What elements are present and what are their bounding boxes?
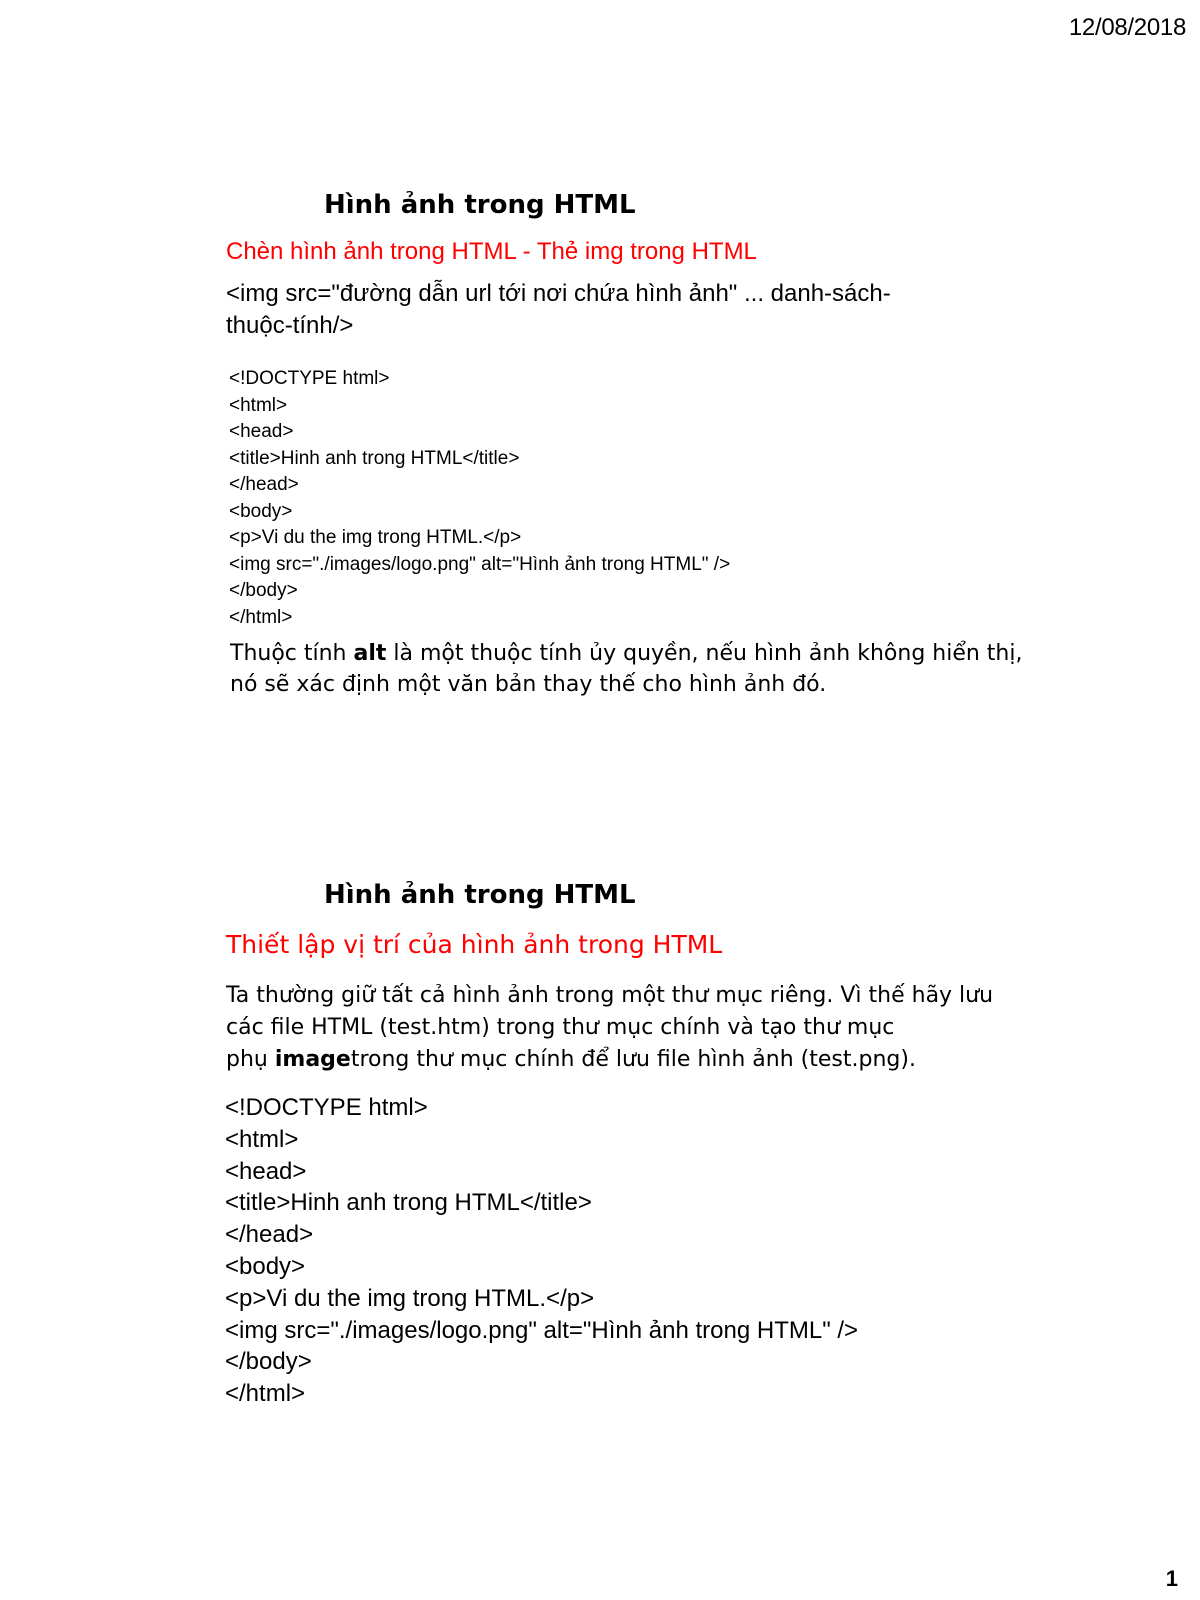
- code-line: <img src="./images/logo.png" alt="Hình ảnh trong HTML" />: [229, 553, 731, 575]
- code-line: </head>: [229, 474, 299, 495]
- page-date: 12/08/2018: [1068, 14, 1186, 41]
- code-line: </html>: [225, 1380, 306, 1408]
- slide-title: Hình ảnh trong HTML: [324, 880, 636, 910]
- syntax-line: <img src="đường dẫn url tới nơi chứa hình ảnh" ... danh-sách-: [226, 280, 891, 307]
- alt-explanation: [230, 638, 1110, 700]
- explain-text: là một thuộc tính ủy quyền, nếu hình ảnh không hiển thị,: [386, 641, 1023, 666]
- desc-text: trong thư mục chính để lưu file hình ảnh (test.png).: [350, 1047, 916, 1072]
- code-line: </head>: [225, 1221, 314, 1249]
- code-line: <html>: [229, 394, 288, 416]
- slide-subtitle: Chèn hình ảnh trong HTML - Thẻ img trong HTML: [226, 238, 757, 265]
- code-line: <body>: [229, 500, 293, 522]
- desc-line: các file HTML (test.htm) trong thư mục chính và tạo thư mục: [226, 1015, 895, 1040]
- code-example: [229, 366, 730, 631]
- code-line: <p>Vi du the img trong HTML.</p>: [225, 1284, 595, 1312]
- explain-text: nó sẽ xác định một văn bản thay thế cho hình ảnh đó.: [230, 672, 827, 697]
- code-line: </body>: [225, 1348, 312, 1376]
- code-example: [225, 1092, 858, 1410]
- code-line: <title>Hinh anh trong HTML</title>: [229, 447, 520, 469]
- slide-title: Hình ảnh trong HTML: [324, 190, 636, 220]
- code-line: </body>: [229, 580, 298, 601]
- code-line: <body>: [225, 1252, 306, 1280]
- code-line: <img src="./images/logo.png" alt="Hình ảnh trong HTML" />: [225, 1316, 859, 1344]
- desc-line: Ta thường giữ tất cả hình ảnh trong một thư mục riêng. Vì thế hãy lưu: [226, 983, 994, 1008]
- page-number: 1: [1165, 1566, 1178, 1591]
- code-line: <title>Hinh anh trong HTML</title>: [225, 1189, 592, 1217]
- code-line: <head>: [225, 1157, 307, 1185]
- code-line: <head>: [229, 421, 294, 442]
- slide-subtitle: Thiết lập vị trí của hình ảnh trong HTML: [226, 930, 723, 959]
- location-description: [226, 980, 1086, 1076]
- explain-keyword: alt: [353, 641, 387, 666]
- desc-keyword: image: [274, 1047, 351, 1072]
- code-line: </html>: [229, 606, 293, 628]
- img-syntax: [226, 278, 986, 342]
- explain-text: Thuộc tính: [230, 641, 354, 666]
- syntax-line: thuộc-tính/>: [226, 312, 354, 339]
- desc-text: phụ: [226, 1047, 275, 1072]
- code-line: <p>Vi du the img trong HTML.</p>: [229, 527, 522, 548]
- code-line: <!DOCTYPE html>: [229, 368, 390, 389]
- code-line: <html>: [225, 1125, 299, 1153]
- code-line: <!DOCTYPE html>: [225, 1094, 428, 1121]
